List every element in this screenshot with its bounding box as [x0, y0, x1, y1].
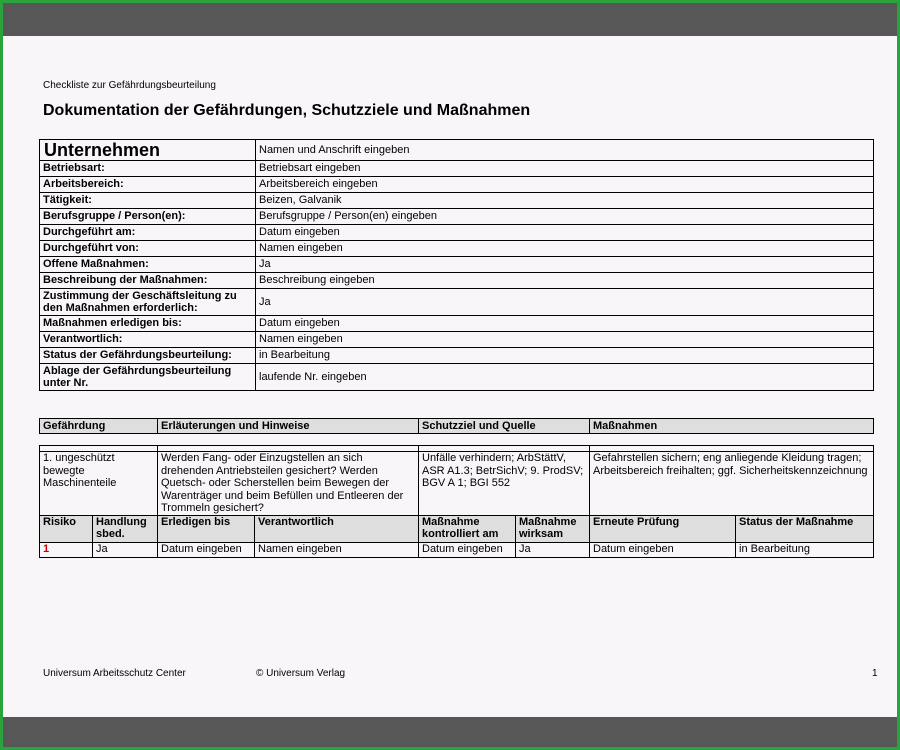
field-value-erledigen-bis[interactable]: Datum eingeben — [256, 316, 874, 332]
hazard-protection-goal: Unfälle verhindern; ArbStättV, ASR A1.3; BetrSichV; 9. ProdSV; BGV A 1; BGI 552 — [419, 452, 590, 516]
field-value-arbeitsbereich[interactable]: Arbeitsbereich eingeben — [256, 177, 874, 193]
hazard-name: 1. ungeschützt bewegte Maschinenteile — [40, 452, 158, 516]
recheck-date-field[interactable]: Datum eingeben — [590, 542, 736, 557]
column-header-erlaeuterungen: Erläuterungen und Hinweise — [158, 419, 419, 434]
field-label: Beschreibung der Maßnahmen: — [40, 273, 256, 289]
field-label: Tätigkeit: — [40, 193, 256, 209]
risk-value[interactable]: 1 — [40, 542, 93, 557]
hazard-table — [39, 445, 874, 558]
hazard-explanation: Werden Fang- oder Einzugstellen an sich drehenden Antriebsteilen gesichert? Werden Quetsch- oder Scherstellen beim Bewegen der Warenträger und beim Befüllen und Entleeren der Trommeln gesichert? — [158, 452, 419, 516]
field-value-betriebsart[interactable]: Betriebsart eingeben — [256, 161, 874, 177]
page-number: 1 — [872, 668, 878, 679]
column-header-pruefung: Erneute Prüfung — [590, 515, 736, 542]
column-header-wirksam: Maßnahme wirksam — [516, 515, 590, 542]
field-label: Arbeitsbereich: — [40, 177, 256, 193]
document-page — [3, 36, 897, 717]
hazard-header-table — [39, 418, 874, 434]
column-header-verantwortlich: Verantwortlich — [255, 515, 419, 542]
column-header-handlung: Handlung sbed. — [93, 515, 158, 542]
column-header-gefaehrdung: Gefährdung — [40, 419, 158, 434]
field-label: Durchgeführt von: — [40, 241, 256, 257]
field-value-ablage[interactable]: laufende Nr. eingeben — [256, 364, 874, 391]
column-header-status: Status der Maßnahme — [736, 515, 874, 542]
company-table — [39, 139, 874, 391]
field-label: Berufsgruppe / Person(en): — [40, 209, 256, 225]
field-value-offene-massnahmen[interactable]: Ja — [256, 257, 874, 273]
field-label: Verantwortlich: — [40, 332, 256, 348]
document-subtitle: Checkliste zur Gefährdungsbeurteilung — [43, 80, 216, 91]
company-header-label: Unternehmen — [40, 140, 256, 161]
footer-left: Universum Arbeitsschutz Center — [43, 668, 186, 679]
field-value-zustimmung[interactable]: Ja — [256, 289, 874, 316]
field-value-taetigkeit[interactable]: Beizen, Galvanik — [256, 193, 874, 209]
column-header-risiko: Risiko — [40, 515, 93, 542]
field-label: Ablage der Gefährdungsbeurteilung unter Nr. — [40, 364, 256, 391]
field-label: Maßnahmen erledigen bis: — [40, 316, 256, 332]
field-value-durchgefuehrt-am[interactable]: Datum eingeben — [256, 225, 874, 241]
company-name-field[interactable]: Namen und Anschrift eingeben — [256, 140, 874, 161]
field-value-durchgefuehrt-von[interactable]: Namen eingeben — [256, 241, 874, 257]
hazard-measures[interactable]: Gefahrstellen sichern; eng anliegende Kleidung tragen; Arbeitsbereich freihalten; ggf. Sicherheitskennzeichnung — [590, 452, 874, 516]
column-header-kontrolliert: Maßnahme kontrolliert am — [419, 515, 516, 542]
field-value-berufsgruppe[interactable]: Berufsgruppe / Person(en) eingeben — [256, 209, 874, 225]
column-header-erledigen: Erledigen bis — [158, 515, 255, 542]
column-header-massnahmen: Maßnahmen — [590, 419, 874, 434]
field-label: Status der Gefährdungsbeurteilung: — [40, 348, 256, 364]
window-frame — [3, 3, 897, 747]
checked-date-field[interactable]: Datum eingeben — [419, 542, 516, 557]
field-label: Durchgeführt am: — [40, 225, 256, 241]
field-label: Zustimmung der Geschäftsleitung zu den Maßnahmen erforderlich: — [40, 289, 256, 316]
due-date-field[interactable]: Datum eingeben — [158, 542, 255, 557]
field-value-status[interactable]: in Bearbeitung — [256, 348, 874, 364]
field-label: Betriebsart: — [40, 161, 256, 177]
field-value-verantwortlich[interactable]: Namen eingeben — [256, 332, 874, 348]
field-value-beschreibung[interactable]: Beschreibung eingeben — [256, 273, 874, 289]
footer-center: © Universum Verlag — [256, 668, 346, 679]
responsible-field[interactable]: Namen eingeben — [255, 542, 419, 557]
measure-status-field[interactable]: in Bearbeitung — [736, 542, 874, 557]
column-header-schutzziel: Schutzziel und Quelle — [419, 419, 590, 434]
document-title: Dokumentation der Gefährdungen, Schutzziele und Maßnahmen — [43, 102, 531, 119]
action-required-value[interactable]: Ja — [93, 542, 158, 557]
field-label: Offene Maßnahmen: — [40, 257, 256, 273]
effective-value[interactable]: Ja — [516, 542, 590, 557]
